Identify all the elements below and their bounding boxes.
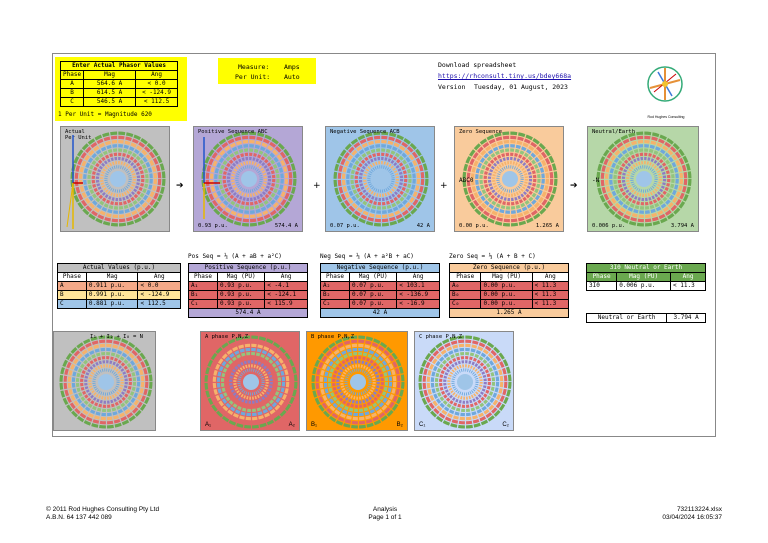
- cell: A₀: [450, 282, 481, 291]
- cell: C₂: [321, 300, 350, 309]
- table-row: [61, 89, 178, 98]
- diagram-label: Positive Sequence ABC: [198, 129, 268, 135]
- measure-value[interactable]: Amps: [284, 63, 300, 71]
- table-total: 42 A: [321, 309, 440, 318]
- table-header: Phase: [587, 273, 617, 282]
- cell: < 11.3: [532, 291, 568, 300]
- cell: B: [58, 291, 87, 300]
- per-unit-note: 1 Per Unit = Magnitude 620: [58, 111, 152, 118]
- table-header: Mag (PU): [481, 273, 532, 282]
- cell: < 11.3: [532, 300, 568, 309]
- cell: 0.00 p.u.: [481, 291, 532, 300]
- cell: A₁: [189, 282, 218, 291]
- cell: A₂: [321, 282, 350, 291]
- table-header: Phase: [58, 273, 87, 282]
- table-header: Mag: [86, 273, 138, 282]
- footer-page: Page 1 of 1: [368, 514, 402, 521]
- arrow-operator: ➔: [570, 181, 578, 191]
- diagram-center-label: ABC0: [459, 177, 474, 184]
- phase-diagram-sum: [53, 331, 156, 431]
- cell: C: [58, 300, 87, 309]
- table-row: [189, 282, 308, 291]
- diagram-neutral: [587, 126, 699, 232]
- formula-zero: Zero Seq = ⅓ (A + B + C): [449, 253, 536, 260]
- cell: 0.07 p.u.: [350, 282, 397, 291]
- diagram-amps: 42 A: [416, 223, 430, 229]
- footer-right: [620, 506, 722, 522]
- cell: 0.00 p.u.: [481, 300, 532, 309]
- cell: < 11.3: [532, 282, 568, 291]
- plus-operator: +: [440, 181, 448, 191]
- table-header: Phase: [189, 273, 218, 282]
- cell: 3I0: [587, 282, 617, 291]
- diagram-positive: [193, 126, 303, 232]
- diagram-label: A phase P,N,Z: [205, 334, 249, 340]
- table-title: Actual Values (p.u.): [58, 264, 181, 273]
- table-title: Positive Sequence (p.u.): [189, 264, 308, 273]
- table-row: [61, 80, 178, 89]
- input-mag[interactable]: 546.5 A: [84, 98, 136, 107]
- phasor-dial: [594, 129, 694, 229]
- table-row: [450, 291, 569, 300]
- dial-center: [457, 374, 473, 390]
- footer-copyright: © 2011 Rod Hughes Consulting Pty Ltd: [46, 506, 160, 513]
- download-link[interactable]: https://rhconsult.tiny.us/bdey668a: [438, 72, 572, 80]
- table-header: Phase: [321, 273, 350, 282]
- table-header: Ang: [671, 273, 706, 282]
- cell: < -136.9: [397, 291, 440, 300]
- phase-label-1: B₁: [311, 422, 318, 428]
- cell: < -16.9: [397, 300, 440, 309]
- dial-center: [243, 374, 259, 390]
- diagram-amps: 574.4 A: [274, 223, 298, 229]
- input-header: Phase: [61, 71, 84, 80]
- table-row: [587, 282, 706, 291]
- cell: < -4.1: [265, 282, 308, 291]
- arrow-operator: ➔: [176, 181, 184, 191]
- table-title: Zero Sequence (p.u.): [450, 264, 569, 273]
- diagram-label: Zero Sequence: [459, 129, 503, 135]
- cell: < 0.0: [138, 282, 181, 291]
- neutral-summary-value: 3.794 A: [667, 314, 706, 323]
- table-header: Phase: [450, 273, 481, 282]
- diagram-label: Negative Sequence ACB: [330, 129, 400, 135]
- table-total: 1.265 A: [450, 309, 569, 318]
- cell: 0.881 p.u.: [86, 300, 138, 309]
- download-label: Download spreadsheet: [438, 61, 517, 69]
- input-panel: [55, 57, 187, 121]
- phase-label-1: C₁: [419, 422, 426, 428]
- table-title: 3I0 Neutral or Earth: [587, 264, 706, 273]
- diagram-center-label: -N: [592, 177, 600, 184]
- table-row: [321, 300, 440, 309]
- diagram-negative: [325, 126, 435, 232]
- phasor-dial: [416, 333, 514, 431]
- measure-panel: [218, 58, 316, 84]
- input-phase: A: [61, 80, 84, 89]
- table-row: [189, 291, 308, 300]
- table-row: [58, 282, 181, 291]
- table-row: [450, 300, 569, 309]
- plus-operator: +: [313, 181, 321, 191]
- cell: 0.00 p.u.: [481, 282, 532, 291]
- footer-left: [46, 506, 159, 522]
- version-value: Tuesday, 01 August, 2023: [474, 83, 568, 91]
- dial-center: [636, 171, 652, 187]
- dial-center: [502, 171, 518, 187]
- table-header: Mag (PU): [218, 273, 265, 282]
- table-header: Ang: [265, 273, 308, 282]
- table-row: [58, 291, 181, 300]
- footer-abn: A.B.N. 64 137 442 089: [46, 514, 112, 521]
- diagram-pu: 0.93 p.u.: [198, 223, 228, 229]
- input-table: [60, 61, 178, 107]
- cell: < 115.9: [265, 300, 308, 309]
- cell: 0.911 p.u.: [86, 282, 138, 291]
- phasor-arrows: [61, 127, 170, 232]
- perunit-label: Per Unit:: [235, 73, 271, 81]
- diagram-actual: [60, 126, 170, 232]
- phasor-dial: [202, 333, 300, 431]
- cell: B₂: [321, 291, 350, 300]
- diagram-label: Neutral/Earth: [592, 129, 636, 135]
- cell: A: [58, 282, 87, 291]
- cell: 0.93 p.u.: [218, 300, 265, 309]
- phase-label-2: C₂: [502, 422, 509, 428]
- input-header: Ang: [136, 71, 178, 80]
- footer-datetime: 03/04/2024 16:05:37: [662, 514, 722, 521]
- cell: 0.006 p.u.: [617, 282, 671, 291]
- phasor-dial: [57, 333, 155, 431]
- formula-positive: Pos Seq = ⅓ (A + aB + a²C): [188, 253, 282, 260]
- phase-diagram-c: [414, 331, 514, 431]
- diagram-amps: 1.265 A: [535, 223, 559, 229]
- footer-sheet: Analysis: [372, 506, 398, 513]
- phase-label-1: A₁: [205, 422, 212, 428]
- formula-negative: Neg Seq = ⅓ (A + a²B + aC): [320, 253, 414, 260]
- diagram-pu: 0.00 p.u.: [459, 223, 489, 229]
- input-ang[interactable]: < 0.0: [136, 80, 178, 89]
- perunit-value[interactable]: Auto: [284, 73, 300, 81]
- input-ang[interactable]: < 112.5: [136, 98, 178, 107]
- footer-center: [340, 506, 430, 522]
- table-total: 574.4 A: [189, 309, 308, 318]
- cell: 0.07 p.u.: [350, 291, 397, 300]
- cell: < 11.3: [671, 282, 706, 291]
- measure-label: Measure:: [238, 63, 270, 71]
- diagram-pu: 0.006 p.u.: [592, 223, 626, 229]
- cell: < 103.1: [397, 282, 440, 291]
- cell: B₁: [189, 291, 218, 300]
- phasor-arrows: [194, 127, 303, 232]
- diagram-label: I₁ + I₂ + I₀ = N: [90, 334, 143, 340]
- table-row: [61, 98, 178, 107]
- table-row: [58, 300, 181, 309]
- dial-center: [373, 171, 389, 187]
- diagram-zero: [454, 126, 564, 232]
- table-row: [321, 291, 440, 300]
- table-row: [189, 300, 308, 309]
- neutral-table: [586, 263, 706, 291]
- company-logo: [640, 58, 690, 122]
- table-header: Mag (PU): [350, 273, 397, 282]
- table-header: Ang: [138, 273, 181, 282]
- cell: C₀: [450, 300, 481, 309]
- cell: 0.93 p.u.: [218, 291, 265, 300]
- cell: B₀: [450, 291, 481, 300]
- diagram-label: C phase P,N,Z: [419, 334, 463, 340]
- phase-label-2: B₂: [396, 422, 403, 428]
- input-header: Mag: [84, 71, 136, 80]
- cell: < -124.9: [138, 291, 181, 300]
- phasor-dial: [309, 333, 407, 431]
- phase-diagram-a: [200, 331, 300, 431]
- phase-label-2: A₂: [288, 422, 295, 428]
- input-phase: B: [61, 89, 84, 98]
- neutral-summary: [586, 313, 706, 323]
- cell: C₁: [189, 300, 218, 309]
- cell: 0.07 p.u.: [350, 300, 397, 309]
- diagram-amps: 3.794 A: [670, 223, 694, 229]
- dial-center: [98, 374, 114, 390]
- footer-file: 732113224.xlsx: [676, 506, 722, 513]
- dial-center: [350, 374, 366, 390]
- positive-sequence-table: [188, 263, 308, 318]
- phasor-dial: [331, 129, 431, 229]
- cell: < 112.5: [138, 300, 181, 309]
- table-header: Ang: [532, 273, 568, 282]
- table-row: [321, 282, 440, 291]
- negative-sequence-table: [320, 263, 440, 318]
- table-row: [450, 282, 569, 291]
- table-header: Mag (PU): [617, 273, 671, 282]
- input-title: Enter Actual Phasor Values: [61, 62, 178, 71]
- actual-values-table: [57, 263, 181, 309]
- table-header: Ang: [397, 273, 440, 282]
- diagram-label: Actual Per Unit: [65, 129, 92, 141]
- logo-text: Rod Hughes Consulting: [647, 115, 685, 119]
- input-ang[interactable]: < -124.9: [136, 89, 178, 98]
- cell: < -124.1: [265, 291, 308, 300]
- diagram-label: B phase P,N,Z: [311, 334, 355, 340]
- phase-diagram-b: [306, 331, 408, 431]
- phasor-dial: [460, 129, 560, 229]
- version-label: Version: [438, 83, 466, 91]
- input-phase: C: [61, 98, 84, 107]
- cell: 0.93 p.u.: [218, 282, 265, 291]
- cell: 0.991 p.u.: [86, 291, 138, 300]
- neutral-summary-label: Neutral or Earth: [587, 314, 667, 323]
- diagram-pu: 0.07 p.u.: [330, 223, 360, 229]
- input-mag[interactable]: 614.5 A: [84, 89, 136, 98]
- table-title: Negative Sequence (p.u.): [321, 264, 440, 273]
- input-mag[interactable]: 564.6 A: [84, 80, 136, 89]
- zero-sequence-table: [449, 263, 569, 318]
